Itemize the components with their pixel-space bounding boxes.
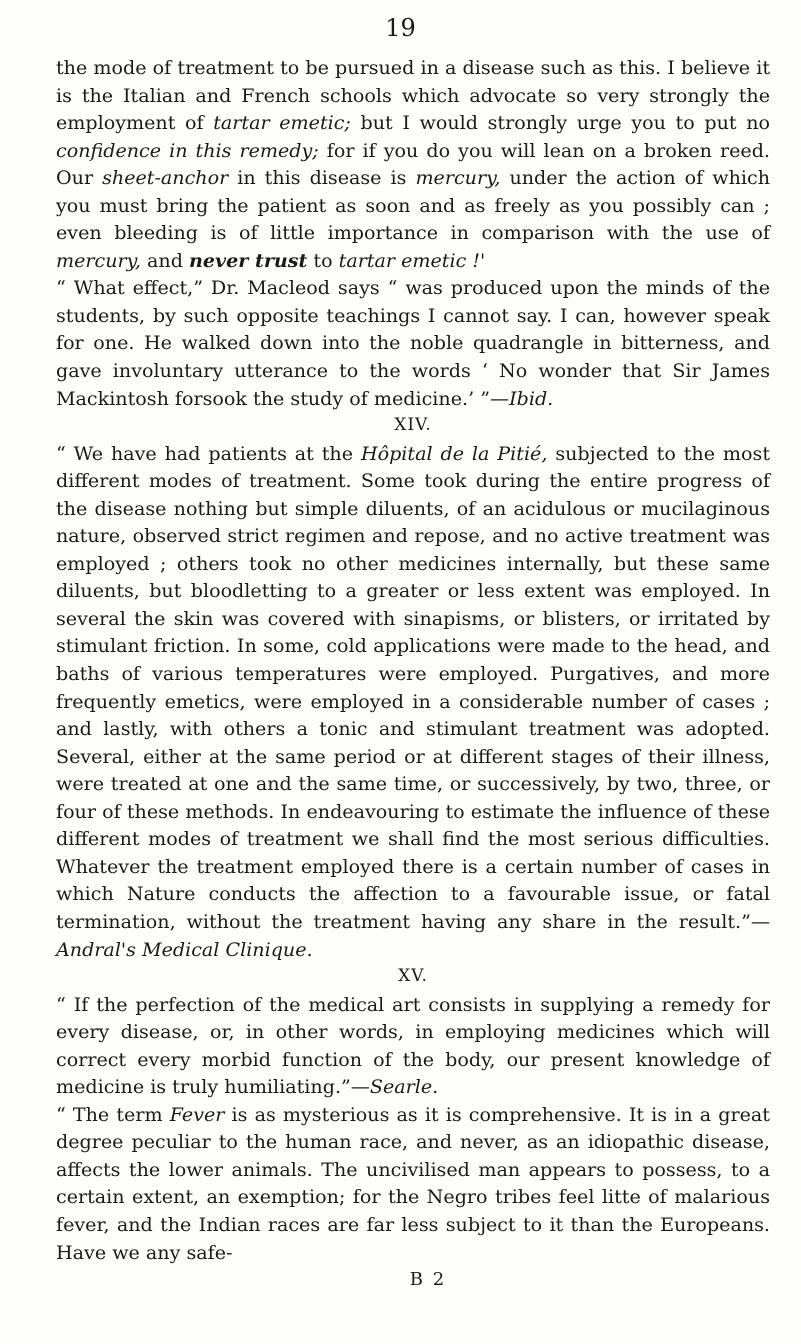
paragraph-macleod-quote: “ What effect,” Dr. Macleod says “ was produced upon the minds of the students, by such opposite teachings I cannot say. I can, however speak for one. He walked down into the noble quadrangle in bitterness, and gave involuntary utterance to the words ‘ No wonder that Sir James Mackintosh forsook the study of medicine.’ ”—Ibid. [56, 276, 770, 410]
paragraph-fever: “ The term Fever is as mysterious as it is comprehensive. It is in a great degree peculiar to the human race, and never, as an idiopathic disease, affects the lower animals. The uncivilised man appears to possess, to a certain extent, an exemption; for the Negro tribes feel litte of malarious fever, and the Indian races are far less subject to it than the Europeans. Have we any safe- [56, 1102, 770, 1264]
section-heading-xv: XV. [398, 966, 428, 987]
paragraph-continuation: the mode of treatment to be pursued in a disease such as this. I believe it is the Italian and French schools which advocate so very strongly the employment of tartar emetic; but I would strongly urge you to put no confidence in this remedy; for if you do you will lean on a broken reed. Our sheet-anchor in this disease is mercury, under the action of which you must bring the patient as soon and as freely as you possibly can ; even bleeding is of little importance in comparison with the use of mercury, and never trust to tartar emetic !' [56, 56, 771, 272]
paragraph-searle-quote: “ If the perfection of the medical art consists in supplying a remedy for every disease, or, in other words, in employing medicines which will correct every morbid function of the body, our present knowledge of medicine is truly humiliating.”—Searle. [56, 992, 770, 1099]
page-body [56, 54, 770, 1294]
signature-mark: B 2 [409, 1269, 447, 1291]
paragraph-andral-quote: “ We have had patients at the Hôpital de la Pitié, subjected to the most different modes of treatment. Some took during the entire progress of the disease nothing but simple diluents, of an acidulous or mucilaginous nature, observed strict regimen and repose, and no active treatment was employed ; others took no other medicines internally, but these same diluents, but bloodletting to a greater or less extent was employed. In several the skin was covered with sinapisms, or blisters, or irritated by stimulant friction. In some, cold applications were made to the head, and baths of various temperatures were employed. Purgatives, and more frequently emetics, were employed in a considerable number of cases ; and lastly, with others a tonic and stimulant treatment was adopted. Several, either at the same period or at different stages of their illness, were treated at one and the same time, or successively, by two, three, or four of these methods. In endeavouring to estimate the influence of these different modes of treatment we shall find the most serious difficulties. Whatever the treatment employed there is a certain number of cases in which Nature conducts the affection to a favourable issue, or fatal termination, without the treatment having any share in the result.”—Andral's Medical Clinique. [56, 441, 770, 961]
section-heading-xiv: XIV. [394, 415, 432, 436]
page-number: 19 [385, 14, 416, 42]
